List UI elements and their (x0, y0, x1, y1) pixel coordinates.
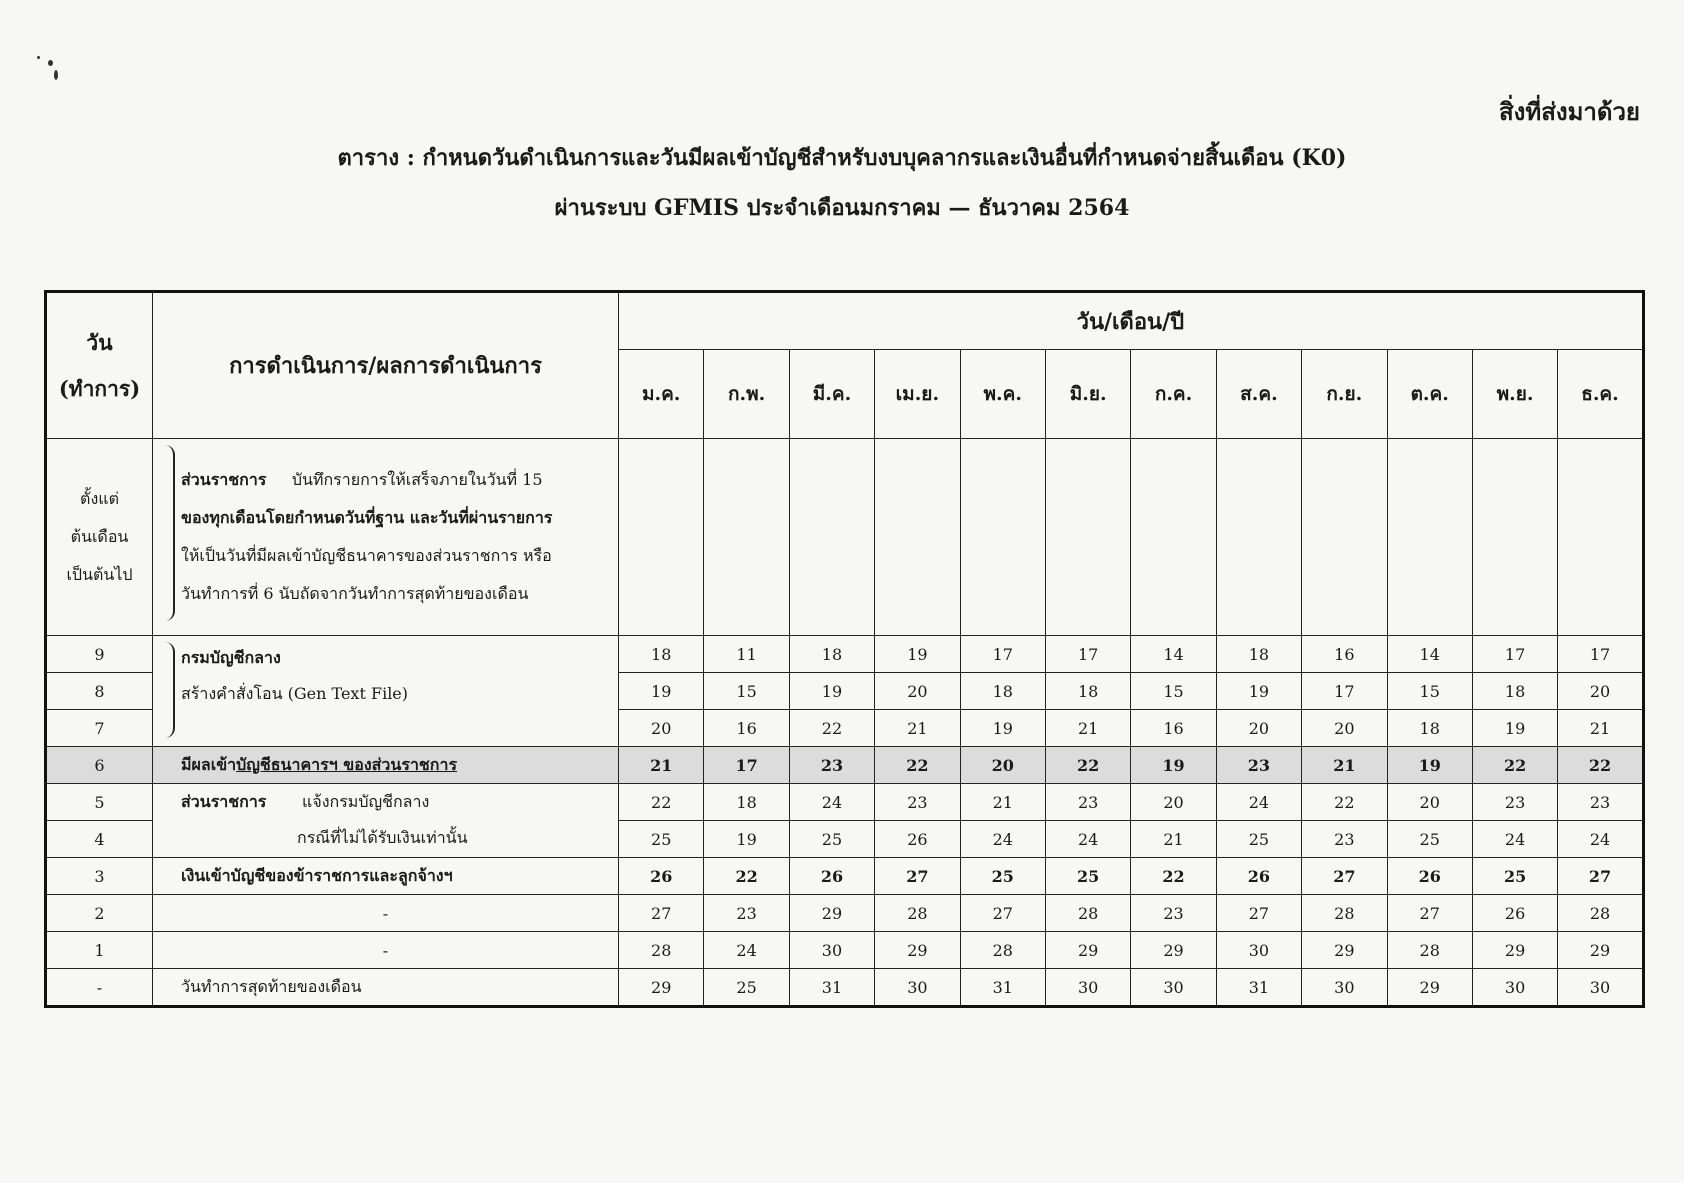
value-cell: 19 (789, 673, 874, 710)
value-cell: 28 (1558, 895, 1643, 932)
value-cell: 26 (875, 821, 960, 858)
empty-cell (619, 439, 704, 636)
value-cell: 28 (875, 895, 960, 932)
value-cell: 23 (1131, 895, 1216, 932)
intro-action-lead: ส่วนราชการ (181, 470, 267, 489)
value-cell: 17 (1302, 673, 1387, 710)
value-cell: 18 (960, 673, 1045, 710)
value-cell: 29 (1472, 932, 1557, 969)
value-cell: 30 (1472, 969, 1557, 1007)
value-cell: 24 (1216, 784, 1301, 821)
value-cell: 25 (960, 858, 1045, 895)
action-text: สร้างคำสั่งโอน (Gen Text File) (181, 684, 409, 703)
value-cell: 15 (1131, 673, 1216, 710)
value-cell: 28 (619, 932, 704, 969)
day-cell: 1 (46, 932, 153, 969)
value-cell: 22 (619, 784, 704, 821)
intro-day-line: เป็นต้นไป (66, 565, 133, 584)
value-cell: 23 (789, 747, 874, 784)
value-cell: 30 (875, 969, 960, 1007)
header-day-label: วัน (86, 329, 113, 355)
value-cell: 27 (875, 858, 960, 895)
value-cell: 18 (704, 784, 789, 821)
value-cell: 21 (1131, 821, 1216, 858)
day-cell: 2 (46, 895, 153, 932)
value-cell: 16 (704, 710, 789, 747)
empty-cell (1558, 439, 1643, 636)
value-cell: 17 (704, 747, 789, 784)
scan-speck (54, 70, 58, 80)
value-cell: 17 (960, 636, 1045, 673)
value-cell: 17 (1472, 636, 1557, 673)
table-row (46, 636, 1644, 673)
table-row (46, 969, 1644, 1007)
value-cell: 25 (1472, 858, 1557, 895)
value-cell: 21 (1045, 710, 1130, 747)
empty-cell (1302, 439, 1387, 636)
value-cell: 31 (789, 969, 874, 1007)
value-cell: 15 (1387, 673, 1472, 710)
value-cell: 27 (619, 895, 704, 932)
day-cell: 9 (46, 636, 153, 673)
action-cell: - (153, 895, 619, 932)
value-cell: 16 (1302, 636, 1387, 673)
value-cell: 28 (1045, 895, 1130, 932)
value-cell: 22 (704, 858, 789, 895)
value-cell: 29 (619, 969, 704, 1007)
value-cell: 25 (789, 821, 874, 858)
month-header: พ.ย. (1472, 350, 1557, 439)
day-cell: 3 (46, 858, 153, 895)
table-row-intro (46, 439, 1644, 636)
action-cell: เงินเข้าบัญชีของข้าราชการและลูกจ้างฯ (153, 858, 619, 895)
empty-cell (960, 439, 1045, 636)
value-cell: 18 (789, 636, 874, 673)
value-cell: 14 (1131, 636, 1216, 673)
value-cell: 26 (619, 858, 704, 895)
scan-speck (48, 60, 53, 66)
intro-day-cell (46, 439, 153, 636)
value-cell: 18 (619, 636, 704, 673)
empty-cell (1387, 439, 1472, 636)
value-cell: 19 (1216, 673, 1301, 710)
action-text: บัญชีธนาคารฯ ของส่วนราชการ (236, 754, 458, 774)
value-cell: 30 (1302, 969, 1387, 1007)
value-cell: 25 (619, 821, 704, 858)
value-cell: 17 (1045, 636, 1130, 673)
action-cell (153, 747, 619, 784)
action-prefix: มีผลเข้า (181, 754, 237, 774)
empty-cell (1472, 439, 1557, 636)
action-cell: วันทำการสุดท้ายของเดือน (153, 969, 619, 1007)
value-cell: 19 (960, 710, 1045, 747)
document-subtitle: ผ่านระบบ GFMIS ประจำเดือนมกราคม — ธันวาคม 2564 (554, 195, 1130, 221)
value-cell: 22 (1558, 747, 1643, 784)
value-cell: 23 (1558, 784, 1643, 821)
month-header: เม.ย. (875, 350, 960, 439)
value-cell: 23 (1472, 784, 1557, 821)
value-cell: 20 (875, 673, 960, 710)
header-day (46, 292, 153, 439)
value-cell: 18 (1045, 673, 1130, 710)
value-cell: 22 (1131, 858, 1216, 895)
value-cell: 26 (1387, 858, 1472, 895)
month-header: ก.ค. (1131, 350, 1216, 439)
value-cell: 14 (1387, 636, 1472, 673)
value-cell: 24 (1558, 821, 1643, 858)
day-cell: 7 (46, 710, 153, 747)
value-cell: 21 (1302, 747, 1387, 784)
value-cell: 27 (960, 895, 1045, 932)
value-cell: 21 (960, 784, 1045, 821)
action-text: แจ้งกรมบัญชีกลาง (302, 792, 430, 811)
intro-action-line: ให้เป็นวันที่มีผลเข้าบัญชีธนาคารของส่วนราชการ หรือ (181, 546, 552, 565)
header-day-sub: (ทำการ) (58, 375, 141, 401)
month-header: พ.ค. (960, 350, 1045, 439)
value-cell: 28 (960, 932, 1045, 969)
value-cell: 20 (1558, 673, 1643, 710)
value-cell: 26 (1472, 895, 1557, 932)
month-header: มี.ค. (789, 350, 874, 439)
value-cell: 27 (1558, 858, 1643, 895)
value-cell: 29 (1558, 932, 1643, 969)
value-cell: 29 (1387, 969, 1472, 1007)
month-header: ต.ค. (1387, 350, 1472, 439)
table-row (46, 932, 1644, 969)
value-cell: 22 (1472, 747, 1557, 784)
value-cell: 25 (704, 969, 789, 1007)
empty-cell (1216, 439, 1301, 636)
day-cell: 6 (46, 747, 153, 784)
action-cell-central-dept (153, 636, 619, 747)
value-cell: 31 (960, 969, 1045, 1007)
value-cell: 24 (704, 932, 789, 969)
value-cell: 18 (1387, 710, 1472, 747)
intro-action-cell (153, 439, 619, 636)
value-cell: 30 (1045, 969, 1130, 1007)
empty-cell (789, 439, 874, 636)
value-cell: 27 (1302, 858, 1387, 895)
empty-cell (875, 439, 960, 636)
value-cell: 20 (960, 747, 1045, 784)
brace-mark (165, 445, 175, 621)
month-header: ก.พ. (704, 350, 789, 439)
intro-day-line: ตั้งแต่ (80, 489, 119, 508)
month-header: ก.ย. (1302, 350, 1387, 439)
value-cell: 19 (1387, 747, 1472, 784)
day-cell: - (46, 969, 153, 1007)
action-lead: ส่วนราชการ (181, 792, 267, 811)
value-cell: 11 (704, 636, 789, 673)
value-cell: 23 (1216, 747, 1301, 784)
value-cell: 29 (1131, 932, 1216, 969)
value-cell: 29 (789, 895, 874, 932)
intro-action-line: บันทึกรายการให้เสร็จภายในวันที่ 15 (291, 470, 543, 489)
value-cell: 27 (1216, 895, 1301, 932)
value-cell: 16 (1131, 710, 1216, 747)
action-text: กรณีที่ไม่ได้รับเงินเท่านั้น (297, 828, 468, 847)
month-header: มิ.ย. (1045, 350, 1130, 439)
document-title: ตาราง : กำหนดวันดำเนินการและวันมีผลเข้าบัญชีสำหรับงบบุคลากรและเงินอื่นที่กำหนดจ่ายสิ้นเดือน (K0) (337, 145, 1347, 171)
value-cell: 28 (1387, 932, 1472, 969)
value-cell: 25 (1045, 858, 1130, 895)
header-action: การดำเนินการ/ผลการดำเนินการ (153, 292, 619, 439)
value-cell: 19 (1472, 710, 1557, 747)
empty-cell (1045, 439, 1130, 636)
value-cell: 23 (875, 784, 960, 821)
value-cell: 21 (619, 747, 704, 784)
value-cell: 22 (1302, 784, 1387, 821)
value-cell: 20 (1131, 784, 1216, 821)
value-cell: 20 (619, 710, 704, 747)
table-row (46, 858, 1644, 895)
value-cell: 15 (704, 673, 789, 710)
scan-speck (37, 56, 40, 59)
action-text: กรมบัญชีกลาง (181, 648, 281, 667)
value-cell: 22 (1045, 747, 1130, 784)
value-cell: 19 (704, 821, 789, 858)
table-row (46, 895, 1644, 932)
value-cell: 18 (1472, 673, 1557, 710)
header-date: วัน/เดือน/ปี (619, 292, 1644, 350)
value-cell: 24 (1045, 821, 1130, 858)
value-cell: 30 (1558, 969, 1643, 1007)
month-header: ส.ค. (1216, 350, 1301, 439)
value-cell: 31 (1216, 969, 1301, 1007)
value-cell: 29 (1302, 932, 1387, 969)
schedule-table (44, 290, 1645, 1008)
month-header: ม.ค. (619, 350, 704, 439)
value-cell: 29 (875, 932, 960, 969)
value-cell: 25 (1216, 821, 1301, 858)
attachment-label: สิ่งที่ส่งมาด้วย (1499, 97, 1640, 126)
value-cell: 21 (875, 710, 960, 747)
value-cell: 26 (789, 858, 874, 895)
action-cell: - (153, 932, 619, 969)
value-cell: 20 (1302, 710, 1387, 747)
value-cell: 19 (875, 636, 960, 673)
value-cell: 30 (1216, 932, 1301, 969)
intro-day-line: ต้นเดือน (70, 527, 129, 546)
value-cell: 24 (789, 784, 874, 821)
value-cell: 22 (875, 747, 960, 784)
value-cell: 22 (789, 710, 874, 747)
value-cell: 26 (1216, 858, 1301, 895)
value-cell: 23 (1302, 821, 1387, 858)
value-cell: 30 (1131, 969, 1216, 1007)
table-row-highlight (46, 747, 1644, 784)
value-cell: 24 (1472, 821, 1557, 858)
empty-cell (1131, 439, 1216, 636)
value-cell: 28 (1302, 895, 1387, 932)
brace-mark (165, 642, 175, 738)
value-cell: 27 (1387, 895, 1472, 932)
value-cell: 23 (1045, 784, 1130, 821)
day-cell: 8 (46, 673, 153, 710)
value-cell: 18 (1216, 636, 1301, 673)
day-cell: 5 (46, 784, 153, 821)
value-cell: 20 (1387, 784, 1472, 821)
value-cell: 20 (1216, 710, 1301, 747)
value-cell: 19 (619, 673, 704, 710)
value-cell: 21 (1558, 710, 1643, 747)
empty-cell (704, 439, 789, 636)
month-header: ธ.ค. (1558, 350, 1643, 439)
value-cell: 25 (1387, 821, 1472, 858)
value-cell: 23 (704, 895, 789, 932)
table-row (46, 784, 1644, 821)
value-cell: 17 (1558, 636, 1643, 673)
value-cell: 19 (1131, 747, 1216, 784)
action-cell-agency-notify (153, 784, 619, 858)
intro-action-line: ของทุกเดือนโดยกำหนดวันที่ฐาน และวันที่ผ่านรายการ (181, 508, 553, 527)
value-cell: 30 (789, 932, 874, 969)
value-cell: 24 (960, 821, 1045, 858)
intro-action-line: วันทำการที่ 6 นับถัดจากวันทำการสุดท้ายของเดือน (181, 584, 529, 603)
day-cell: 4 (46, 821, 153, 858)
value-cell: 29 (1045, 932, 1130, 969)
